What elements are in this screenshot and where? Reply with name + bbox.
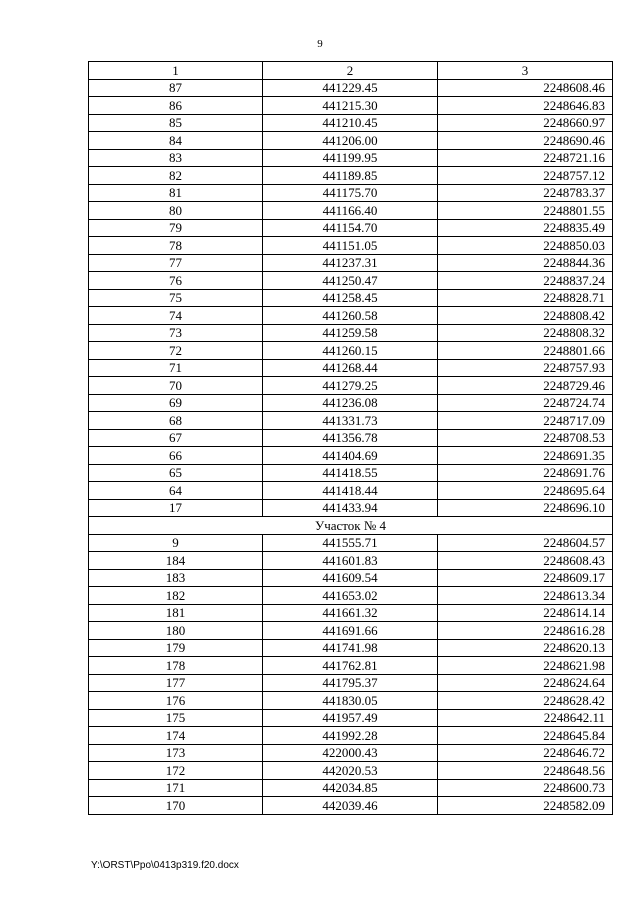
x-coordinate-cell: 441691.66	[263, 622, 438, 640]
y-coordinate-cell: 2248624.64	[438, 674, 613, 692]
point-number-cell: 87	[89, 79, 263, 97]
table-row	[89, 377, 613, 395]
point-number-cell: 73	[89, 324, 263, 342]
x-coordinate-cell: 441762.81	[263, 657, 438, 675]
x-coordinate-cell: 441741.98	[263, 639, 438, 657]
x-coordinate-cell: 441830.05	[263, 692, 438, 710]
y-coordinate-cell: 2248604.57	[438, 534, 613, 552]
y-coordinate-cell: 2248628.42	[438, 692, 613, 710]
y-coordinate-cell: 2248646.72	[438, 744, 613, 762]
footer-file-path: Y:\ORST\Ppo\0413p319.f20.docx	[91, 860, 239, 871]
x-coordinate-cell: 422000.43	[263, 744, 438, 762]
x-coordinate-cell: 441418.44	[263, 482, 438, 500]
point-number-cell: 175	[89, 709, 263, 727]
y-coordinate-cell: 2248648.56	[438, 762, 613, 780]
point-number-cell: 170	[89, 797, 263, 815]
point-number-cell: 75	[89, 289, 263, 307]
point-number-cell: 67	[89, 429, 263, 447]
table-row	[89, 727, 613, 745]
point-number-cell: 174	[89, 727, 263, 745]
table-row	[89, 79, 613, 97]
y-coordinate-cell: 2248609.17	[438, 569, 613, 587]
x-coordinate-cell: 442039.46	[263, 797, 438, 815]
x-coordinate-cell: 442020.53	[263, 762, 438, 780]
point-number-cell: 82	[89, 167, 263, 185]
point-number-cell: 68	[89, 412, 263, 430]
y-coordinate-cell: 2248691.35	[438, 447, 613, 465]
table-row	[89, 359, 613, 377]
column-header-2: 2	[263, 62, 438, 80]
y-coordinate-cell: 2248620.13	[438, 639, 613, 657]
point-number-cell: 173	[89, 744, 263, 762]
page-number: 9	[317, 38, 323, 50]
y-coordinate-cell: 2248717.09	[438, 412, 613, 430]
table-body-part-1	[89, 79, 613, 517]
x-coordinate-cell: 442034.85	[263, 779, 438, 797]
x-coordinate-cell: 441151.05	[263, 237, 438, 255]
x-coordinate-cell: 441229.45	[263, 79, 438, 97]
table-header-row	[89, 62, 613, 80]
table-row	[89, 202, 613, 220]
x-coordinate-cell: 441268.44	[263, 359, 438, 377]
x-coordinate-cell: 441189.85	[263, 167, 438, 185]
x-coordinate-cell: 441957.49	[263, 709, 438, 727]
table-row	[89, 447, 613, 465]
x-coordinate-cell: 441661.32	[263, 604, 438, 622]
table-row	[89, 499, 613, 517]
column-header-1: 1	[89, 62, 263, 80]
y-coordinate-cell: 2248645.84	[438, 727, 613, 745]
x-coordinate-cell: 441601.83	[263, 552, 438, 570]
table-row	[89, 744, 613, 762]
point-number-cell: 80	[89, 202, 263, 220]
table-row	[89, 604, 613, 622]
y-coordinate-cell: 2248690.46	[438, 132, 613, 150]
x-coordinate-cell: 441236.08	[263, 394, 438, 412]
x-coordinate-cell: 441404.69	[263, 447, 438, 465]
table-row	[89, 219, 613, 237]
x-coordinate-cell: 441260.58	[263, 307, 438, 325]
table-row	[89, 779, 613, 797]
x-coordinate-cell: 441259.58	[263, 324, 438, 342]
x-coordinate-cell: 441250.47	[263, 272, 438, 290]
y-coordinate-cell: 2248757.93	[438, 359, 613, 377]
table-row	[89, 674, 613, 692]
point-number-cell: 70	[89, 377, 263, 395]
point-number-cell: 85	[89, 114, 263, 132]
x-coordinate-cell: 441279.25	[263, 377, 438, 395]
y-coordinate-cell: 2248600.73	[438, 779, 613, 797]
x-coordinate-cell: 441653.02	[263, 587, 438, 605]
y-coordinate-cell: 2248642.11	[438, 709, 613, 727]
y-coordinate-cell: 2248828.71	[438, 289, 613, 307]
section-title: Участок № 4	[89, 517, 613, 535]
point-number-cell: 65	[89, 464, 263, 482]
y-coordinate-cell: 2248850.03	[438, 237, 613, 255]
table-row	[89, 342, 613, 360]
x-coordinate-cell: 441418.55	[263, 464, 438, 482]
x-coordinate-cell: 441154.70	[263, 219, 438, 237]
x-coordinate-cell: 441795.37	[263, 674, 438, 692]
table-row	[89, 307, 613, 325]
y-coordinate-cell: 2248613.34	[438, 587, 613, 605]
section-row	[89, 517, 613, 535]
y-coordinate-cell: 2248616.28	[438, 622, 613, 640]
table-row	[89, 429, 613, 447]
y-coordinate-cell: 2248621.98	[438, 657, 613, 675]
y-coordinate-cell: 2248808.32	[438, 324, 613, 342]
table-row	[89, 464, 613, 482]
point-number-cell: 179	[89, 639, 263, 657]
y-coordinate-cell: 2248691.76	[438, 464, 613, 482]
point-number-cell: 184	[89, 552, 263, 570]
table-row	[89, 622, 613, 640]
point-number-cell: 86	[89, 97, 263, 115]
table-row	[89, 289, 613, 307]
x-coordinate-cell: 441992.28	[263, 727, 438, 745]
table-row	[89, 254, 613, 272]
y-coordinate-cell: 2248844.36	[438, 254, 613, 272]
x-coordinate-cell: 441331.73	[263, 412, 438, 430]
y-coordinate-cell: 2248757.12	[438, 167, 613, 185]
x-coordinate-cell: 441258.45	[263, 289, 438, 307]
point-number-cell: 77	[89, 254, 263, 272]
x-coordinate-cell: 441433.94	[263, 499, 438, 517]
point-number-cell: 79	[89, 219, 263, 237]
table-row	[89, 797, 613, 815]
point-number-cell: 176	[89, 692, 263, 710]
table-row	[89, 657, 613, 675]
x-coordinate-cell: 441356.78	[263, 429, 438, 447]
coordinates-table	[88, 61, 613, 815]
y-coordinate-cell: 2248646.83	[438, 97, 613, 115]
y-coordinate-cell: 2248729.46	[438, 377, 613, 395]
x-coordinate-cell: 441215.30	[263, 97, 438, 115]
table-row	[89, 184, 613, 202]
x-coordinate-cell: 441609.54	[263, 569, 438, 587]
y-coordinate-cell: 2248783.37	[438, 184, 613, 202]
table-row	[89, 639, 613, 657]
table-row	[89, 482, 613, 500]
table-row	[89, 569, 613, 587]
point-number-cell: 180	[89, 622, 263, 640]
table-row	[89, 762, 613, 780]
table-row	[89, 167, 613, 185]
point-number-cell: 172	[89, 762, 263, 780]
table-row	[89, 709, 613, 727]
point-number-cell: 171	[89, 779, 263, 797]
y-coordinate-cell: 2248614.14	[438, 604, 613, 622]
y-coordinate-cell: 2248708.53	[438, 429, 613, 447]
y-coordinate-cell: 2248801.55	[438, 202, 613, 220]
table-row	[89, 272, 613, 290]
point-number-cell: 78	[89, 237, 263, 255]
x-coordinate-cell: 441210.45	[263, 114, 438, 132]
y-coordinate-cell: 2248696.10	[438, 499, 613, 517]
point-number-cell: 69	[89, 394, 263, 412]
x-coordinate-cell: 441206.00	[263, 132, 438, 150]
table-row	[89, 237, 613, 255]
y-coordinate-cell: 2248608.46	[438, 79, 613, 97]
point-number-cell: 64	[89, 482, 263, 500]
point-number-cell: 83	[89, 149, 263, 167]
y-coordinate-cell: 2248660.97	[438, 114, 613, 132]
y-coordinate-cell: 2248837.24	[438, 272, 613, 290]
y-coordinate-cell: 2248835.49	[438, 219, 613, 237]
table-row	[89, 412, 613, 430]
table-row	[89, 132, 613, 150]
point-number-cell: 177	[89, 674, 263, 692]
y-coordinate-cell: 2248608.43	[438, 552, 613, 570]
point-number-cell: 74	[89, 307, 263, 325]
table-body-part-2	[89, 534, 613, 814]
table-row	[89, 587, 613, 605]
x-coordinate-cell: 441175.70	[263, 184, 438, 202]
point-number-cell: 178	[89, 657, 263, 675]
x-coordinate-cell: 441166.40	[263, 202, 438, 220]
point-number-cell: 182	[89, 587, 263, 605]
x-coordinate-cell: 441237.31	[263, 254, 438, 272]
x-coordinate-cell: 441260.15	[263, 342, 438, 360]
table-row	[89, 324, 613, 342]
table-row	[89, 149, 613, 167]
point-number-cell: 76	[89, 272, 263, 290]
table-row	[89, 97, 613, 115]
y-coordinate-cell: 2248724.74	[438, 394, 613, 412]
point-number-cell: 9	[89, 534, 263, 552]
point-number-cell: 183	[89, 569, 263, 587]
table-row	[89, 692, 613, 710]
table-row	[89, 534, 613, 552]
table-row	[89, 394, 613, 412]
point-number-cell: 81	[89, 184, 263, 202]
point-number-cell: 72	[89, 342, 263, 360]
point-number-cell: 84	[89, 132, 263, 150]
y-coordinate-cell: 2248695.64	[438, 482, 613, 500]
y-coordinate-cell: 2248721.16	[438, 149, 613, 167]
y-coordinate-cell: 2248808.42	[438, 307, 613, 325]
y-coordinate-cell: 2248801.66	[438, 342, 613, 360]
point-number-cell: 181	[89, 604, 263, 622]
table-row	[89, 114, 613, 132]
point-number-cell: 71	[89, 359, 263, 377]
table-row	[89, 552, 613, 570]
y-coordinate-cell: 2248582.09	[438, 797, 613, 815]
column-header-3: 3	[438, 62, 613, 80]
x-coordinate-cell: 441199.95	[263, 149, 438, 167]
x-coordinate-cell: 441555.71	[263, 534, 438, 552]
point-number-cell: 66	[89, 447, 263, 465]
point-number-cell: 17	[89, 499, 263, 517]
